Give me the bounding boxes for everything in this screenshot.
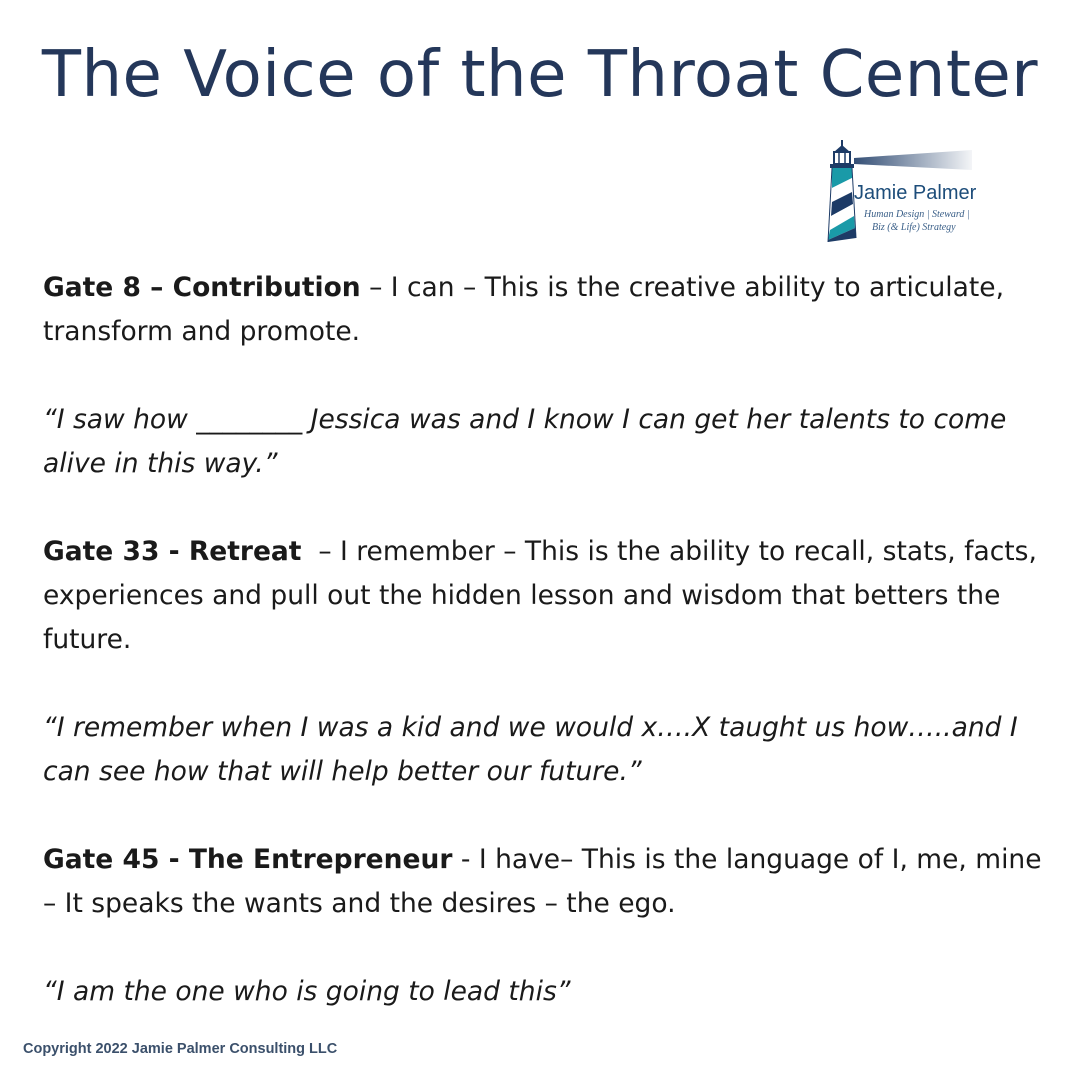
logo-name: Jamie Palmer [854,182,977,204]
gate-heading: Gate 33 - Retreat [43,536,302,567]
gate-list [43,266,1046,1058]
logo-tagline: Human Design | Steward | [864,209,970,220]
gate-45-paragraph [43,838,1043,926]
brand-logo [822,140,1012,246]
gate-8-paragraph [43,266,1043,354]
gate-33-paragraph [43,530,1046,662]
copyright-footer: Copyright 2022 Jamie Palmer Consulting LLC [23,1041,338,1057]
gate-description: – I remember – This is the ability to recall, stats, facts, experiences and pull out the hidden lesson and wisdom that betters the future. [43,536,1046,655]
gate-45-quote: “I am the one who is going to lead this” [43,976,571,1007]
gate-heading: Gate 8 – Contribution [43,272,361,303]
logo-tagline: Biz (& Life) Strategy [872,222,956,233]
gate-33-quote: “I remember when I was a kid and we would x….X taught us how…..and I can see how that will help better our future.” [43,712,1018,787]
gate-description: – I can – This is the creative ability to articulate, transform and promote. [43,272,1004,347]
gate-8-quote: “I saw how ________ Jessica was and I know I can get her talents to come alive in this way.” [43,404,1007,479]
gate-description: - I have– This is the language of I, me, mine – It speaks the wants and the desires – the ego. [43,844,1042,919]
gate-heading: Gate 45 - The Entrepreneur [43,844,453,875]
page-title: The Voice of the Throat Center [41,38,1039,112]
